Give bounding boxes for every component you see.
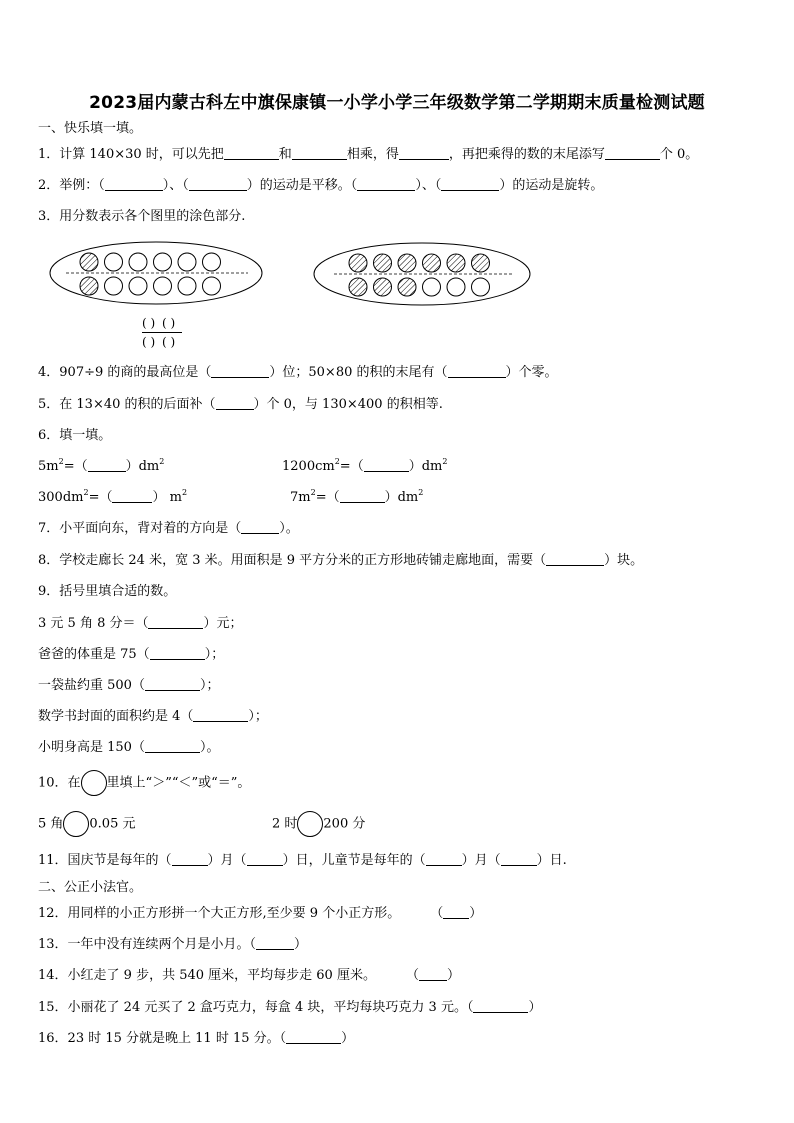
q11-text-e: ）日.	[536, 853, 567, 868]
q12-close: ）	[469, 906, 483, 921]
denominator-1[interactable]: ( )	[142, 335, 156, 349]
q1-text-d: ，再把乘得的数的末尾添写	[448, 147, 605, 162]
question-13	[38, 936, 307, 954]
answer-blank[interactable]	[286, 1030, 341, 1044]
q6c-unit-sup: 2	[181, 488, 188, 497]
q8-text-b: ）块。	[604, 553, 644, 568]
q11-text-c: ）日，儿童节是每年的（	[282, 853, 426, 868]
q11-text-d: ）月（	[461, 853, 501, 868]
q11-text-b: ）月（	[207, 853, 247, 868]
q6a-text: 5m	[38, 459, 59, 474]
q7-text-a: 7．小平面向东，背对着的方向是（	[38, 521, 242, 536]
q1-text-a: 1．计算 140×30 时，可以先把	[38, 147, 224, 162]
blank-circle	[447, 278, 465, 296]
answer-blank[interactable]	[441, 177, 499, 191]
q6c-open: =（	[88, 490, 113, 505]
answer-blank[interactable]	[443, 905, 469, 919]
q6d-open: =（	[315, 490, 340, 505]
answer-blank[interactable]	[241, 520, 279, 534]
page-title: 2023届内蒙古科左中旗保康镇一小学小学三年级数学第二学期期末质量检测试题	[89, 93, 705, 113]
q10-text-b: 里填上“＞”“＜”或“＝”。	[106, 775, 251, 791]
answer-blank[interactable]	[105, 177, 163, 191]
compare-circle-input[interactable]	[297, 811, 323, 837]
q9c-text-a: 一袋盐约重 500（	[38, 678, 145, 693]
q1-text-b: 和	[278, 147, 292, 162]
question-11	[38, 852, 567, 870]
shaded-circle	[80, 277, 98, 295]
section-1-heading: 一、快乐填一填。	[38, 121, 143, 136]
question-1	[38, 146, 698, 164]
q10b-text-b: 200 分	[323, 816, 366, 832]
answer-blank[interactable]	[224, 146, 279, 160]
figure-1-ellipse	[48, 240, 264, 306]
answer-blank[interactable]	[357, 177, 415, 191]
blank-circle	[472, 278, 490, 296]
q15-text-a: 15．小丽花了 24 元买了 2 盒巧克力，每盒 4 块，平均每块巧克力 3 元。（	[38, 1000, 474, 1015]
q2-text-e: ）的运动是旋转。	[499, 178, 604, 193]
answer-blank[interactable]	[473, 999, 528, 1013]
q7-text-b: ）。	[279, 521, 299, 536]
q9b-text-b: ）；	[204, 647, 225, 662]
question-15	[38, 999, 541, 1017]
blank-circle	[203, 253, 221, 271]
q10-text-a: 10．在	[38, 775, 81, 791]
q12-open: （	[430, 906, 444, 921]
q2-text-a: 2．举例：（	[38, 178, 105, 193]
q12-text-a: 12．用同样的小正方形拼一个大正方形,至少要 9 个小正方形。	[38, 906, 401, 921]
q9d-text-a: 数学书封面的面积约是 4（	[38, 709, 194, 724]
q6a-sup: 2	[58, 457, 64, 466]
answer-blank[interactable]	[399, 146, 449, 160]
q5-text-a: 5．在 13×40 的积的后面补（	[38, 397, 216, 412]
q2-text-c: ）的运动是平移。（	[246, 178, 358, 193]
numerator-2[interactable]: ( )	[162, 316, 176, 330]
q9b-text-a: 爸爸的体重是 75（	[38, 647, 150, 662]
question-16	[38, 1030, 354, 1048]
answer-blank[interactable]	[112, 489, 152, 503]
shaded-circle	[374, 254, 392, 272]
answer-blank[interactable]	[364, 458, 409, 472]
q4-text-a: 4．907÷9 的商的最高位是（	[38, 365, 212, 380]
q6a-unit: ）dm	[125, 459, 160, 474]
numerator-1[interactable]: ( )	[142, 316, 156, 330]
q6a-open: =（	[63, 459, 88, 474]
compare-circle	[81, 770, 107, 796]
q1-text-e: 个 0。	[659, 147, 699, 162]
blank-circle	[129, 277, 147, 295]
blank-circle	[178, 277, 196, 295]
q10a-text-a: 5 角	[38, 816, 64, 832]
q9c-text-b: ）；	[199, 678, 220, 693]
blank-circle	[423, 278, 441, 296]
compare-circle-input[interactable]	[63, 811, 89, 837]
q6b-unit: ）dm	[408, 459, 443, 474]
shaded-circle	[80, 253, 98, 271]
answer-blank[interactable]	[193, 708, 248, 722]
q6d-unit: ）dm	[384, 490, 419, 505]
question-5	[38, 396, 443, 414]
q6d-sup: 2	[310, 488, 316, 497]
q4-text-c: ）个零。	[505, 365, 558, 380]
q6c-unit: ） m	[152, 490, 182, 505]
q6b-text: 1200cm	[282, 459, 335, 474]
answer-blank[interactable]	[211, 364, 269, 378]
answer-blank[interactable]	[501, 852, 537, 866]
question-2	[38, 177, 603, 195]
question-9a	[38, 615, 243, 633]
answer-blank[interactable]	[145, 677, 200, 691]
question-9c	[38, 677, 219, 695]
question-6a	[38, 458, 164, 476]
section-2-heading: 二、公正小法官。	[38, 880, 143, 895]
q13-text-b: ）	[294, 937, 308, 952]
q14-close: ）	[446, 968, 460, 983]
denominator-2[interactable]: ( )	[162, 335, 176, 349]
question-6c	[38, 489, 187, 507]
shaded-circle	[398, 278, 416, 296]
answer-blank[interactable]	[148, 615, 203, 629]
q9a-text-a: 3 元 5 角 8 分＝（	[38, 616, 149, 631]
question-9d	[38, 708, 268, 726]
q16-text-b: ）	[341, 1031, 355, 1046]
question-9e	[38, 739, 219, 757]
q13-text-a: 13．一年中没有连续两个月是小月。（	[38, 937, 257, 952]
question-3: 3．用分数表示各个图里的涂色部分.	[38, 209, 246, 224]
answer-blank[interactable]	[247, 852, 283, 866]
q10a-text-b: 0.05 元	[89, 816, 136, 832]
q1-text-c: 相乘，得	[346, 147, 399, 162]
blank-circle	[178, 253, 196, 271]
question-10	[38, 770, 250, 797]
answer-blank[interactable]	[216, 396, 254, 410]
shaded-circle	[423, 254, 441, 272]
q9e-text-b: ）。	[199, 740, 220, 755]
fraction-answer	[142, 316, 182, 350]
answer-blank[interactable]	[340, 489, 385, 503]
question-9: 9．括号里填合适的数。	[38, 584, 177, 599]
blank-circle	[105, 277, 123, 295]
question-10b	[272, 811, 365, 838]
question-10a	[38, 811, 135, 838]
question-4	[38, 364, 558, 382]
answer-blank[interactable]	[145, 739, 200, 753]
q2-text-b: ）、（	[162, 178, 189, 193]
q9a-text-b: ）元；	[203, 616, 243, 631]
shaded-circle	[349, 254, 367, 272]
question-12	[38, 905, 482, 923]
answer-blank[interactable]	[189, 177, 247, 191]
answer-blank[interactable]	[448, 364, 506, 378]
blank-circle	[154, 277, 172, 295]
q2-text-d: ）、（	[415, 178, 442, 193]
question-7	[38, 520, 299, 538]
shaded-circle	[349, 278, 367, 296]
q11-text-a: 11．国庆节是每年的（	[38, 853, 172, 868]
q10b-text-a: 2 时	[272, 816, 298, 832]
answer-blank[interactable]	[150, 646, 205, 660]
answer-blank[interactable]	[426, 852, 462, 866]
answer-blank[interactable]	[605, 146, 660, 160]
shaded-circle	[447, 254, 465, 272]
question-6: 6．填一填。	[38, 428, 112, 443]
q14-open: （	[405, 968, 419, 983]
question-6d	[290, 489, 423, 507]
q6a-unit-sup: 2	[159, 457, 165, 466]
q6b-open: =（	[339, 459, 364, 474]
q6c-text: 300dm	[38, 490, 84, 505]
q16-text-a: 16．23 时 15 分就是晚上 11 时 15 分。（	[38, 1031, 287, 1046]
q8-text-a: 8．学校走廊长 24 米，宽 3 米。用面积是 9 平方分米的正方形地砖铺走廊地面，需要（	[38, 553, 547, 568]
answer-blank[interactable]	[256, 936, 294, 950]
q6c-sup: 2	[83, 488, 89, 497]
answer-blank[interactable]	[88, 458, 126, 472]
question-8	[38, 552, 643, 570]
question-14	[38, 967, 460, 985]
answer-blank[interactable]	[546, 552, 604, 566]
figure-2-ellipse	[312, 240, 532, 306]
answer-blank[interactable]	[172, 852, 208, 866]
q9d-text-b: ）；	[248, 709, 268, 724]
blank-circle	[129, 253, 147, 271]
q6b-unit-sup: 2	[442, 457, 448, 466]
question-9b	[38, 646, 224, 664]
q6d-unit-sup: 2	[418, 488, 424, 497]
q4-text-b: ）位；50×80 的积的末尾有（	[269, 365, 448, 380]
shaded-circle	[398, 254, 416, 272]
q15-text-b: ）	[528, 1000, 542, 1015]
blank-circle	[105, 253, 123, 271]
shaded-circle	[374, 278, 392, 296]
q6b-sup: 2	[334, 457, 340, 466]
answer-blank[interactable]	[292, 146, 347, 160]
blank-circle	[203, 277, 221, 295]
question-6b	[282, 458, 447, 476]
q9e-text-a: 小明身高是 150（	[38, 740, 145, 755]
q5-text-b: ）个 0，与 130×400 的积相等.	[253, 397, 443, 412]
shaded-circle	[472, 254, 490, 272]
blank-circle	[154, 253, 172, 271]
q6d-text: 7m	[290, 490, 311, 505]
answer-blank[interactable]	[419, 967, 447, 981]
q14-text-a: 14．小红走了 9 步，共 540 厘米，平均每步走 60 厘米。	[38, 968, 376, 983]
